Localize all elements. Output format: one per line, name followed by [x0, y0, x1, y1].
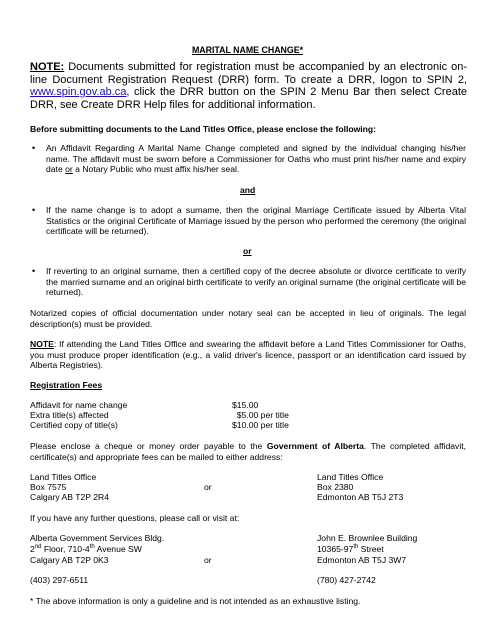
mail-right-line: Box 2380 — [317, 482, 354, 492]
fee-item: Affidavit for name change — [30, 400, 128, 410]
page-title: MARITAL NAME CHANGE* — [191, 45, 304, 55]
before-submitting-heading: Before submitting documents to the Land Titles Office, please enclose the following: — [30, 124, 377, 134]
visit-left-line: 2nd Floor, 710-4th Avenue SW — [30, 544, 142, 554]
connector-or: or — [243, 246, 252, 256]
bullet-marriage-certificate — [46, 205, 466, 237]
bullet-icon: • — [32, 205, 36, 215]
note-identification-paragraph — [30, 339, 466, 371]
mail-right-line: Edmonton AB T5J 2T3 — [317, 492, 404, 502]
spin-website-link[interactable]: www.spin.gov.ab.ca — [30, 86, 127, 99]
bullet-icon: • — [32, 143, 36, 153]
fee-item: Extra title(s) affected — [30, 410, 109, 420]
fees-heading: Registration Fees — [30, 380, 103, 390]
bullet-marriage-certificate-text: If the name change is to adopt a surname, then the original Marriage Certificate issued by Alberta Vital Statistics or the original Certificate of Marriage issued by the person who performed the ceremony (the original certificate will be returned). — [46, 205, 466, 237]
note2-text: : If attending the Land Titles Office and swearing the affidavit before a Land Titles Commissioner for Oaths, you must produce proper identification (e.g., a valid driver's licence, passport or an identification card issued by Alberta Registries). — [30, 339, 466, 371]
fee-item: Certified copy of title(s) — [30, 420, 118, 430]
fee-amount: $5.00 per title — [232, 410, 289, 420]
notarized-paragraph: Notarized copies of official documentation under notary seal can be accepted in lieu of originals. The legal description(s) must be provided. — [30, 308, 466, 329]
visit-left-line: Alberta Government Services Bldg. — [30, 533, 165, 543]
visit-right-line: John E. Brownlee Building — [317, 533, 418, 543]
bullet-reverting-surname — [46, 266, 466, 298]
note-text-before-link: Documents submitted for registration must be accompanied by an electronic on-line Document Registration Request (DRR) form. To create a DRR, logon to SPIN 2, — [30, 61, 467, 86]
visit-right-line: 10365-97th Street — [317, 544, 384, 554]
visit-right-line: Edmonton AB T5J 3W7 — [317, 555, 407, 565]
visit-or: or — [204, 555, 212, 565]
note-label: NOTE: — [30, 61, 65, 73]
note-drr-paragraph — [30, 61, 467, 111]
mail-or: or — [204, 482, 212, 492]
mail-left-line: Land Titles Office — [30, 472, 97, 482]
mail-left-line: Box 7575 — [30, 482, 67, 492]
phone-edmonton: (780) 427-2742 — [317, 575, 376, 585]
phone-calgary: (403) 297-6511 — [30, 575, 89, 585]
bullet-affidavit — [46, 143, 466, 175]
bullet-affidavit-text: An Affidavit Regarding A Marital Name Change completed and signed by the individual changing his/her name. The affidavit must be sworn before a Commissioner for Oaths who must print his/her name and expiry date — [46, 143, 466, 175]
fee-amount: $15.00 — [232, 400, 259, 410]
note2-label: NOTE — [30, 339, 54, 349]
questions-text: If you have any further questions, please call or visit at: — [30, 513, 240, 523]
enclose-text-before: Please enclose a cheque or money order payable to the — [30, 441, 267, 451]
fee-amount: $10.00 per title — [232, 420, 289, 430]
government-of-alberta: Government of Alberta — [266, 441, 364, 451]
footnote: * The above information is only a guideline and is not intended as an exhaustive listing. — [30, 596, 361, 606]
enclose-paragraph — [30, 441, 466, 462]
note-text-after-link: , click the DRR button on the SPIN 2 Menu Bar then select Create DRR, see Create DRR Help files for additional information. — [30, 86, 467, 111]
mail-left-line: Calgary AB T2P 2R4 — [30, 492, 109, 502]
visit-left-line: Calgary AB T2P 0K3 — [30, 555, 109, 565]
bullet-affidavit-or: or — [65, 164, 73, 175]
enclose-text-after: . The completed affidavit, certificate(s) and appropriate fees can be mailed to either address: — [30, 441, 467, 462]
bullet-affidavit-text-end: a Notary Public who must affix his/her seal. — [72, 164, 240, 175]
bullet-reverting-surname-text: If reverting to an original surname, then a certified copy of the decree absolute or divorce certificate to verify the married surname and an original birth certificate to verify an original surname (the original certificate will be returned). — [46, 266, 466, 298]
connector-and: and — [240, 185, 256, 195]
bullet-icon: • — [32, 266, 36, 276]
mail-right-line: Land Titles Office — [317, 472, 384, 482]
